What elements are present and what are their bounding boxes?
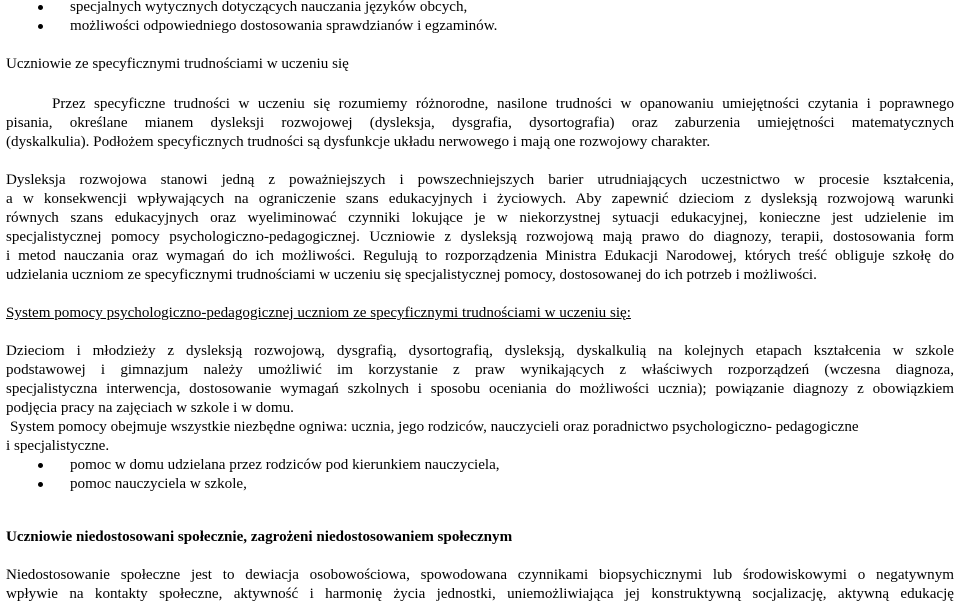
bullet-text: możliwości odpowiedniego dostosowania sprawdzianów i egzaminów. bbox=[70, 18, 498, 34]
paragraph-line: i specjalistyczne. bbox=[6, 438, 110, 454]
paragraph-line: udzielania uczniom ze specyficznymi trudnościami w uczeniu się specjalistycznej pomocy, dostosowanej do ich potrzeb i możliwości. bbox=[6, 267, 817, 283]
paragraph-line: a w konsekwencji wpływających na ograniczenie szans edukacyjnych i życiowych. Aby zapewnić dzieciom z dysleksją rozwojową warunki bbox=[6, 191, 954, 207]
paragraph-line: podstawowej i gimnazjum należy umożliwić im korzystanie z praw wynikających z właściwych rozporządzeń (wczesna diagnoza, bbox=[6, 362, 954, 378]
paragraph-line: specjalistycznej pomocy psychologiczno-pedagogicznej. Uczniowie z dysleksją rozwojową mają prawo do diagnozy, terapii, dostosowania form bbox=[6, 229, 954, 245]
paragraph-line: pisania, określane mianem dysleksji rozwojowej (dysleksja, dysgrafia, dysortografia) oraz zaburzenia umiejętności matematycznych bbox=[6, 115, 954, 131]
bullet-text: pomoc nauczyciela w szkole, bbox=[70, 476, 247, 492]
bullet-dot bbox=[38, 24, 43, 29]
bullet-item bbox=[70, 17, 497, 36]
section-heading-bold: Uczniowie niedostosowani społecznie, zagrożeni niedostosowaniem społecznym bbox=[6, 529, 513, 545]
paragraph-line: równych szans edukacyjnych oraz wyeliminować czynniki lokujące je w niekorzystnej sytuacji edukacyjnej, konieczne jest udzielenie im bbox=[6, 210, 954, 226]
bullet-text: specjalnych wytycznych dotyczących nauczania języków obcych, bbox=[70, 0, 468, 15]
bullet-item bbox=[70, 456, 500, 475]
paragraph-line: System pomocy obejmuje wszystkie niezbędne ogniwa: ucznia, jego rodziców, nauczycieli oraz poradnictwo psychologiczno- pedagogiczne bbox=[10, 419, 859, 435]
paragraph-line: wpływie na kontakty społeczne, aktywność i harmonię życia jednostki, uniemożliwiająca jej konstruktywną socjalizację, aktywną edukację bbox=[6, 586, 954, 602]
paragraph-line: podjęcia pracy na zajęciach w szkole i w domu. bbox=[6, 400, 294, 416]
bullet-dot bbox=[38, 463, 43, 468]
bullet-dot bbox=[38, 5, 43, 10]
paragraph-line: Niedostosowanie społeczne jest to dewiacja osobowościowa, spowodowana czynnikami biopsychicznymi lub środowiskowymi o negatywnym bbox=[6, 567, 954, 583]
paragraph-line: Przez specyficzne trudności w uczeniu się rozumiemy różnorodne, nasilone trudności w opanowaniu umiejętności czytania i poprawnego bbox=[52, 96, 954, 112]
paragraph-line: (dyskalkulia). Podłożem specyficznych trudności są dysfunkcje układu nerwowego i mają one rozwojowy charakter. bbox=[6, 134, 711, 150]
section-heading-underlined: System pomocy psychologiczno-pedagogicznej uczniom ze specyficznymi trudnościami w uczeniu się: bbox=[6, 305, 631, 321]
paragraph-line: Dzieciom i młodzieży z dysleksją rozwojową, dysgrafią, dysortografią, dysleksją, dyskalkulią na kolejnych etapach kształcenia w szkole bbox=[6, 343, 954, 359]
paragraph-line: specjalistyczna interwencja, dostosowanie wymagań szkolnych i sposobu oceniania do możliwości ucznia); powiązanie diagnozy z obowiązkiem bbox=[6, 381, 954, 397]
bullet-text: pomoc w domu udzielana przez rodziców pod kierunkiem nauczyciela, bbox=[70, 457, 500, 473]
paragraph-line: Dysleksja rozwojowa stanowi jedną z poważniejszych i powszechniejszych barier utrudniających uczestnictwo w procesie kształcenia, bbox=[6, 172, 954, 188]
bullet-item bbox=[70, 475, 247, 494]
bullet-dot bbox=[38, 482, 43, 487]
bullet-item bbox=[70, 0, 467, 17]
section-heading: Uczniowie ze specyficznymi trudnościami w uczeniu się bbox=[6, 56, 349, 72]
paragraph-line: i metod nauczania oraz wymagań do ich możliwości. Regulują to rozporządzenia Ministra Edukacji Narodowej, których treść obliguje szkołę do bbox=[6, 248, 954, 264]
